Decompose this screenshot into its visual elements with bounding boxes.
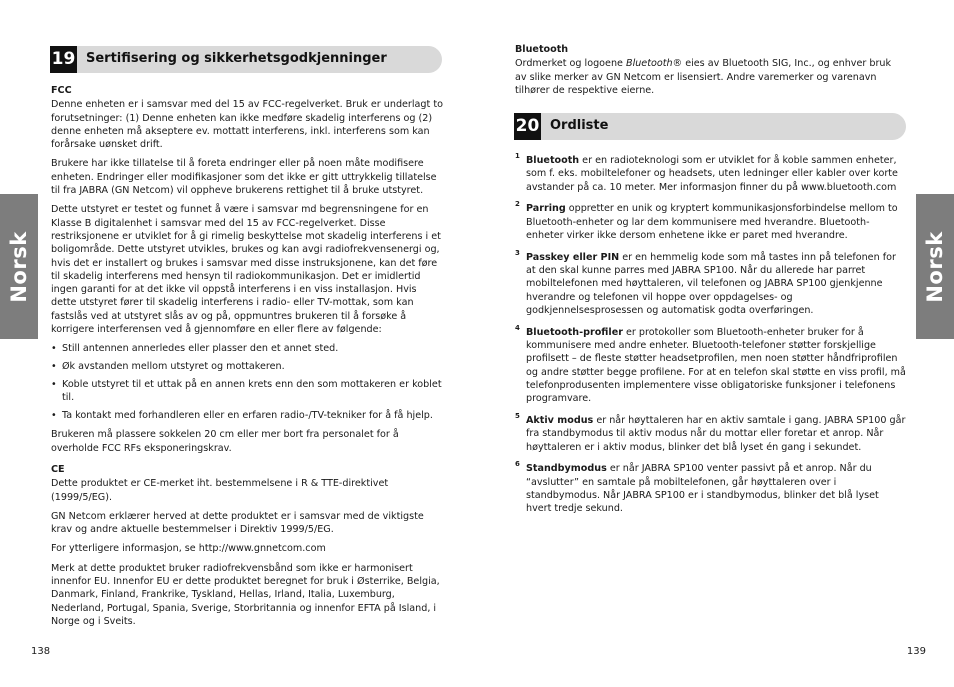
ce-paragraph: For ytterligere informasjon, se http://www.gnnetcom.com [51, 543, 326, 555]
bluetooth-trademark-block [515, 43, 895, 103]
bluetooth-heading: Bluetooth [515, 44, 569, 55]
left-column [51, 84, 443, 634]
glossary-item: 6 Standbymodus er når JABRA SP100 venter passivt på et anrop. Når du “avslutter” en samtale på mobiltelefonen, går høyttaleren over i standbymodus. Når JABRA SP100 er i standbymodus, blinker det blå lyset hvert tredje sekund. [515, 460, 879, 515]
side-tab-right [916, 194, 954, 339]
page-number: 139 [906, 646, 926, 657]
right-page [477, 0, 954, 687]
side-tab-label: Norsk [7, 230, 31, 303]
fcc-paragraph: Dette utstyret er testet og funnet å være i samsvar md begrensningene for en Klasse B digitalenhet i samsvar med del 15 av FCC-regelverket. Disse restriksjonene er utviklet for å gi rimelig beskyttelse mot skadelig interferens i et boligområde. Dette utstyret utvikles, brukes og kan avgi radiofrekvensenergi og, hvis det er installert og brukes i samsvar med disse instruksjonene, kan det føre til skadelig interferens med hensyn til radiokommunikasjon. Det er imidlertid ingen garanti for at det ikke vil oppstå interferens i en viss installasjon. Hvis dette utstyret fører til skadelig interferens i radio- eller TV-mottak, som kan fastslås ved at utstyret slås av og på, oppmuntres brukeren til å forsøke å korrigere interferensen ved å gjennomføre en eller flere av følgende: [51, 204, 441, 336]
list-item: • Still antennen annerledes eller plasser den et annet sted. [51, 342, 443, 355]
ce-paragraph: GN Netcom erklærer herved at dette produktet er i samsvar med de viktigste krav og andre aktuelle bestemmelser i Direktiv 1999/5/EG. [51, 510, 424, 536]
ce-paragraph: Dette produktet er CE-merket iht. bestemmelsene i R & TTE-direktivet (1999/5/EG). [51, 478, 389, 503]
fcc-heading: FCC [51, 85, 72, 96]
section-19-header [50, 46, 442, 73]
page-number: 138 [31, 646, 51, 657]
section-title: Ordliste [550, 118, 609, 133]
side-tab-left [0, 194, 38, 339]
glossary-item: 4 Bluetooth-profiler er protokoller som Bluetooth-enheter bruker for å kommunisere med andre enheter. Bluetooth-telefoner støtter forskjellige profilsett – de fleste støtter headsetprofilen, men noen støtter håndfriprofilen og andre støtter begge profilene. For at en telefon skal støtte en viss profil, må telefonprodusenten implementere visse obligatoriske funksjoner i telefonens programvare. [515, 323, 906, 405]
bluetooth-paragraph: Ordmerket og logoene Bluetooth® eies av Bluetooth SIG, Inc., og enhver bruk av slike merker av GN Netcom er lisensiert. Andre varemerker og varenavn tilhører de respektive eierne. [515, 58, 892, 96]
side-tab-label: Norsk [923, 230, 947, 303]
section-20-header [514, 113, 906, 140]
list-item: • Øk avstanden mellom utstyret og mottakeren. [51, 360, 443, 373]
fcc-paragraph: Denne enheten er i samsvar med del 15 av FCC-regelverket. Bruk er underlagt to forutsetninger: (1) Denne enheten kan ikke medføre skadelig interferens og (2) denne enheten må akseptere ev. mottatt interferens, inkl. interferens som kan forårsake uønsket drift. [51, 99, 443, 151]
glossary-item: 5 Aktiv modus er når høyttaleren har en aktiv samtale i gang. JABRA SP100 går fra standbymodus til aktiv modus når du mottar eller foretar et anrop. Når høyttaleren er i aktiv modus, blinker det blå lyset én gang i sekundet. [515, 412, 906, 453]
section-title: Sertifisering og sikkerhetsgodkjenninger [86, 51, 387, 66]
fcc-paragraph: Brukere har ikke tillatelse til å foreta endringer eller på noen måte modifisere enheten. Endringer eller modifikasjoner som det ikke er gitt uttrykkelig tillatelse til fra JABRA (GN Netcom) vil oppheve brukerens rettighet til å bruke utstyret. [51, 158, 437, 197]
glossary-item: 3 Passkey eller PIN er en hemmelig kode som må tastes inn på telefonen for at den skal kunne parres med JABRA SP100. Når du allerede har parret mobiltelefonen med høyttaleren, vil telefonen og JABRA SP100 gjenkjenne hverandre og telefonen vil hoppe over oppdagelses- og godkjennelsesprosessen og automatisk godta overføringen. [515, 248, 896, 316]
glossary-item: 1 Bluetooth er en radioteknologi som er utviklet for å koble sammen enheter, som f. eks. mobiltelefoner og headsets, uten ledninger eller kabler over korte avstander på ca. 10 meter. Mer informasjon finner du på www.bluetooth.com [515, 152, 898, 193]
list-item: • Koble utstyret til et uttak på en annen krets enn den som mottakeren er koblet til. [51, 378, 443, 405]
section-number: 19 [50, 46, 77, 73]
ce-heading: CE [51, 463, 65, 475]
fcc-paragraph: Brukeren må plassere sokkelen 20 cm eller mer bort fra personalet for å overholde FCC RFs eksponeringskrav. [51, 429, 399, 454]
list-item: • Ta kontakt med forhandleren eller en erfaren radio-/TV-tekniker for å få hjelp. [51, 409, 443, 422]
glossary-item: 2 Parring oppretter en unik og kryptert kommunikasjonsforbindelse mellom to Bluetooth-enheter og lar dem kommunisere med hverandre. Bluetooth-enheter virker ikke dersom enhetene ikke er paret med hverandre. [515, 200, 898, 241]
ce-paragraph: Merk at dette produktet bruker radiofrekvensbånd som ikke er harmonisert innenfor EU. Innenfor EU er dette produktet beregnet for bruk i Østerrike, Belgia, Danmark, Finland, Frankrike, Tyskland, Hellas, Irland, Italia, Luxemburg, Nederland, Portugal, Spania, Sverige, Storbritannia og innenfor EFTA på Island, i Norge og i Sveits. [51, 562, 440, 627]
section-number: 20 [514, 113, 541, 140]
glossary-list [515, 154, 907, 524]
fcc-bullet-list [51, 342, 443, 422]
